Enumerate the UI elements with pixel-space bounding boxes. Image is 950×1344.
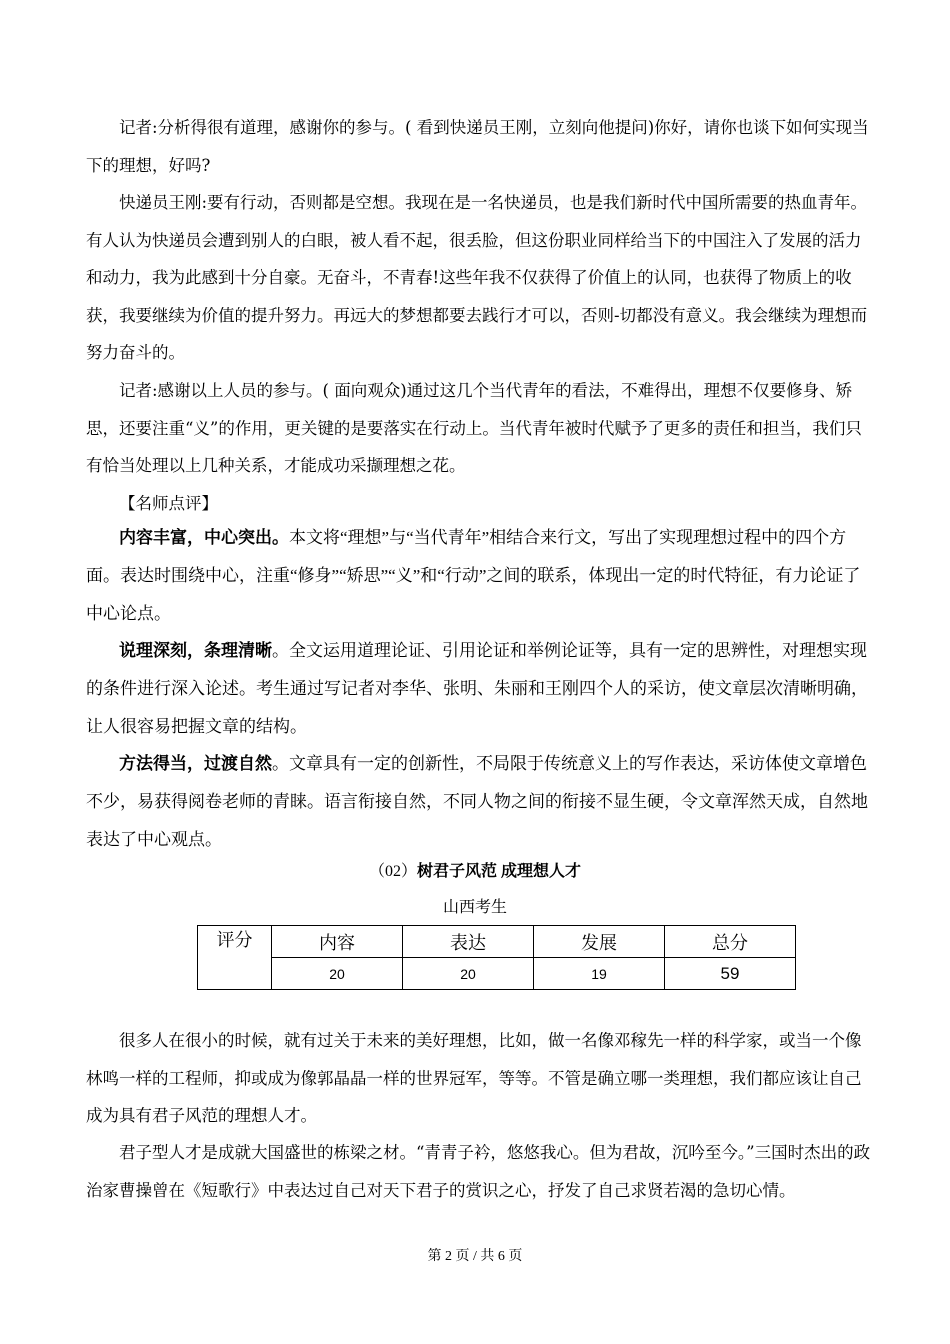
essay-paragraph-2: 君子型人才是成就大国盛世的栋梁之材。“青青子衿，悠悠我心。但为君故，沉吟至今。”三国时杰出的政治家曹操曾在《短歌行》中表达过自己对天下君子的赏识之心，抒发了自己求贤若渴的急切心情。 xyxy=(86,1143,871,1200)
review-comment-2 xyxy=(86,632,876,746)
score-header-total: 总分 xyxy=(665,926,796,958)
paragraph-courier-answer: 快递员王刚:要有行动，否则都是空想。我现在是一名快递员，也是我们新时代中国所需要的热血青年。有人认为快递员会遭到别人的白眼，被人看不起，很丢脸，但这份职业同样给当下的中国注入了发展的活力和动力，我为此感到十分自豪。无奋斗，不青春!这些年我不仅获得了价值上的认同，也获得了物质上的收获，我要继续为价值的提升努力。再远大的梦想都要去践行才可以，否则-切都没有意义。我会继续为理想而努力奋斗的。 xyxy=(86,193,868,362)
review-comment-1-text: 本文将“理想”与“当代青年”相结合来行文，写出了实现理想过程中的四个方面。表达时围绕中心，注重“修身”“矫思”“义”和“行动”之间的联系，体现出一定的时代特征，有力论证了中心论点。 xyxy=(86,528,861,623)
score-value-total: 59 xyxy=(665,958,796,990)
score-table-value-row xyxy=(198,958,796,990)
score-value-expression: 20 xyxy=(403,958,534,990)
score-value-content: 20 xyxy=(272,958,403,990)
score-header-development: 发展 xyxy=(534,926,665,958)
review-comment-1-heading: 内容丰富，中心突出。 xyxy=(119,528,289,547)
review-comment-2-text: 。全文运用道理论证、引用论证和举例论证等，具有一定的思辨性，对理想实现的条件进行深入论述。考生通过写记者对李华、张明、朱丽和王刚四个人的采访，使文章层次清晰明确，让人很容易把握文章的结构。 xyxy=(86,641,868,736)
review-comment-3 xyxy=(86,745,876,859)
score-table-header-row xyxy=(198,926,796,958)
score-table xyxy=(197,925,796,990)
paragraph-reporter-question: 记者:分析得很有道理，感谢你的参与。( 看到快递员王刚，立刻向他提问)你好，请你也谈下如何实现当下的理想，好吗? xyxy=(86,118,869,175)
essay-title-text: 树君子风范 成理想人才 xyxy=(417,863,582,880)
review-comment-3-text: 。文章具有一定的创新性，不局限于传统意义上的写作表达，采访体使文章增色不少，易获得阅卷老师的青睐。语言衔接自然，不同人物之间的衔接不显生硬，令文章浑然天成，自然地表达了中心观点。 xyxy=(86,754,868,849)
essay-title xyxy=(0,858,950,881)
review-comment-3-heading: 方法得当，过渡自然 xyxy=(119,754,272,773)
essay-number: （02） xyxy=(368,863,417,880)
review-comment-1 xyxy=(86,519,876,633)
review-comment-2-heading: 说理深刻，条理清晰 xyxy=(119,641,272,660)
review-heading: 【名师点评】 xyxy=(119,494,218,513)
essay-paragraph-1: 很多人在很小的时候，就有过关于未来的美好理想，比如，做一名像邓稼先一样的科学家，或当一个像林鸣一样的工程师，抑或成为像郭晶晶一样的世界冠军，等等。不管是确立哪一类理想，我们都应该让自己成为具有君子风范的理想人才。 xyxy=(86,1031,862,1125)
page-footer: 第 2 页 / 共 6 页 xyxy=(427,1249,523,1264)
score-header-content: 内容 xyxy=(272,926,403,958)
score-header-expression: 表达 xyxy=(403,926,534,958)
score-label-cell: 评分 xyxy=(198,926,272,990)
score-value-development: 19 xyxy=(534,958,665,990)
paragraph-reporter-summary: 记者:感谢以上人员的参与。( 面向观众)通过这几个当代青年的看法，不难得出，理想不仅要修身、矫思，还要注重“义”的作用，更关键的是要落实在行动上。当代青年被时代赋予了更多的责任和担当，我们只有恰当处理以上几种关系，才能成功采撷理想之花。 xyxy=(86,381,862,475)
essay-author: 山西考生 xyxy=(442,899,507,916)
